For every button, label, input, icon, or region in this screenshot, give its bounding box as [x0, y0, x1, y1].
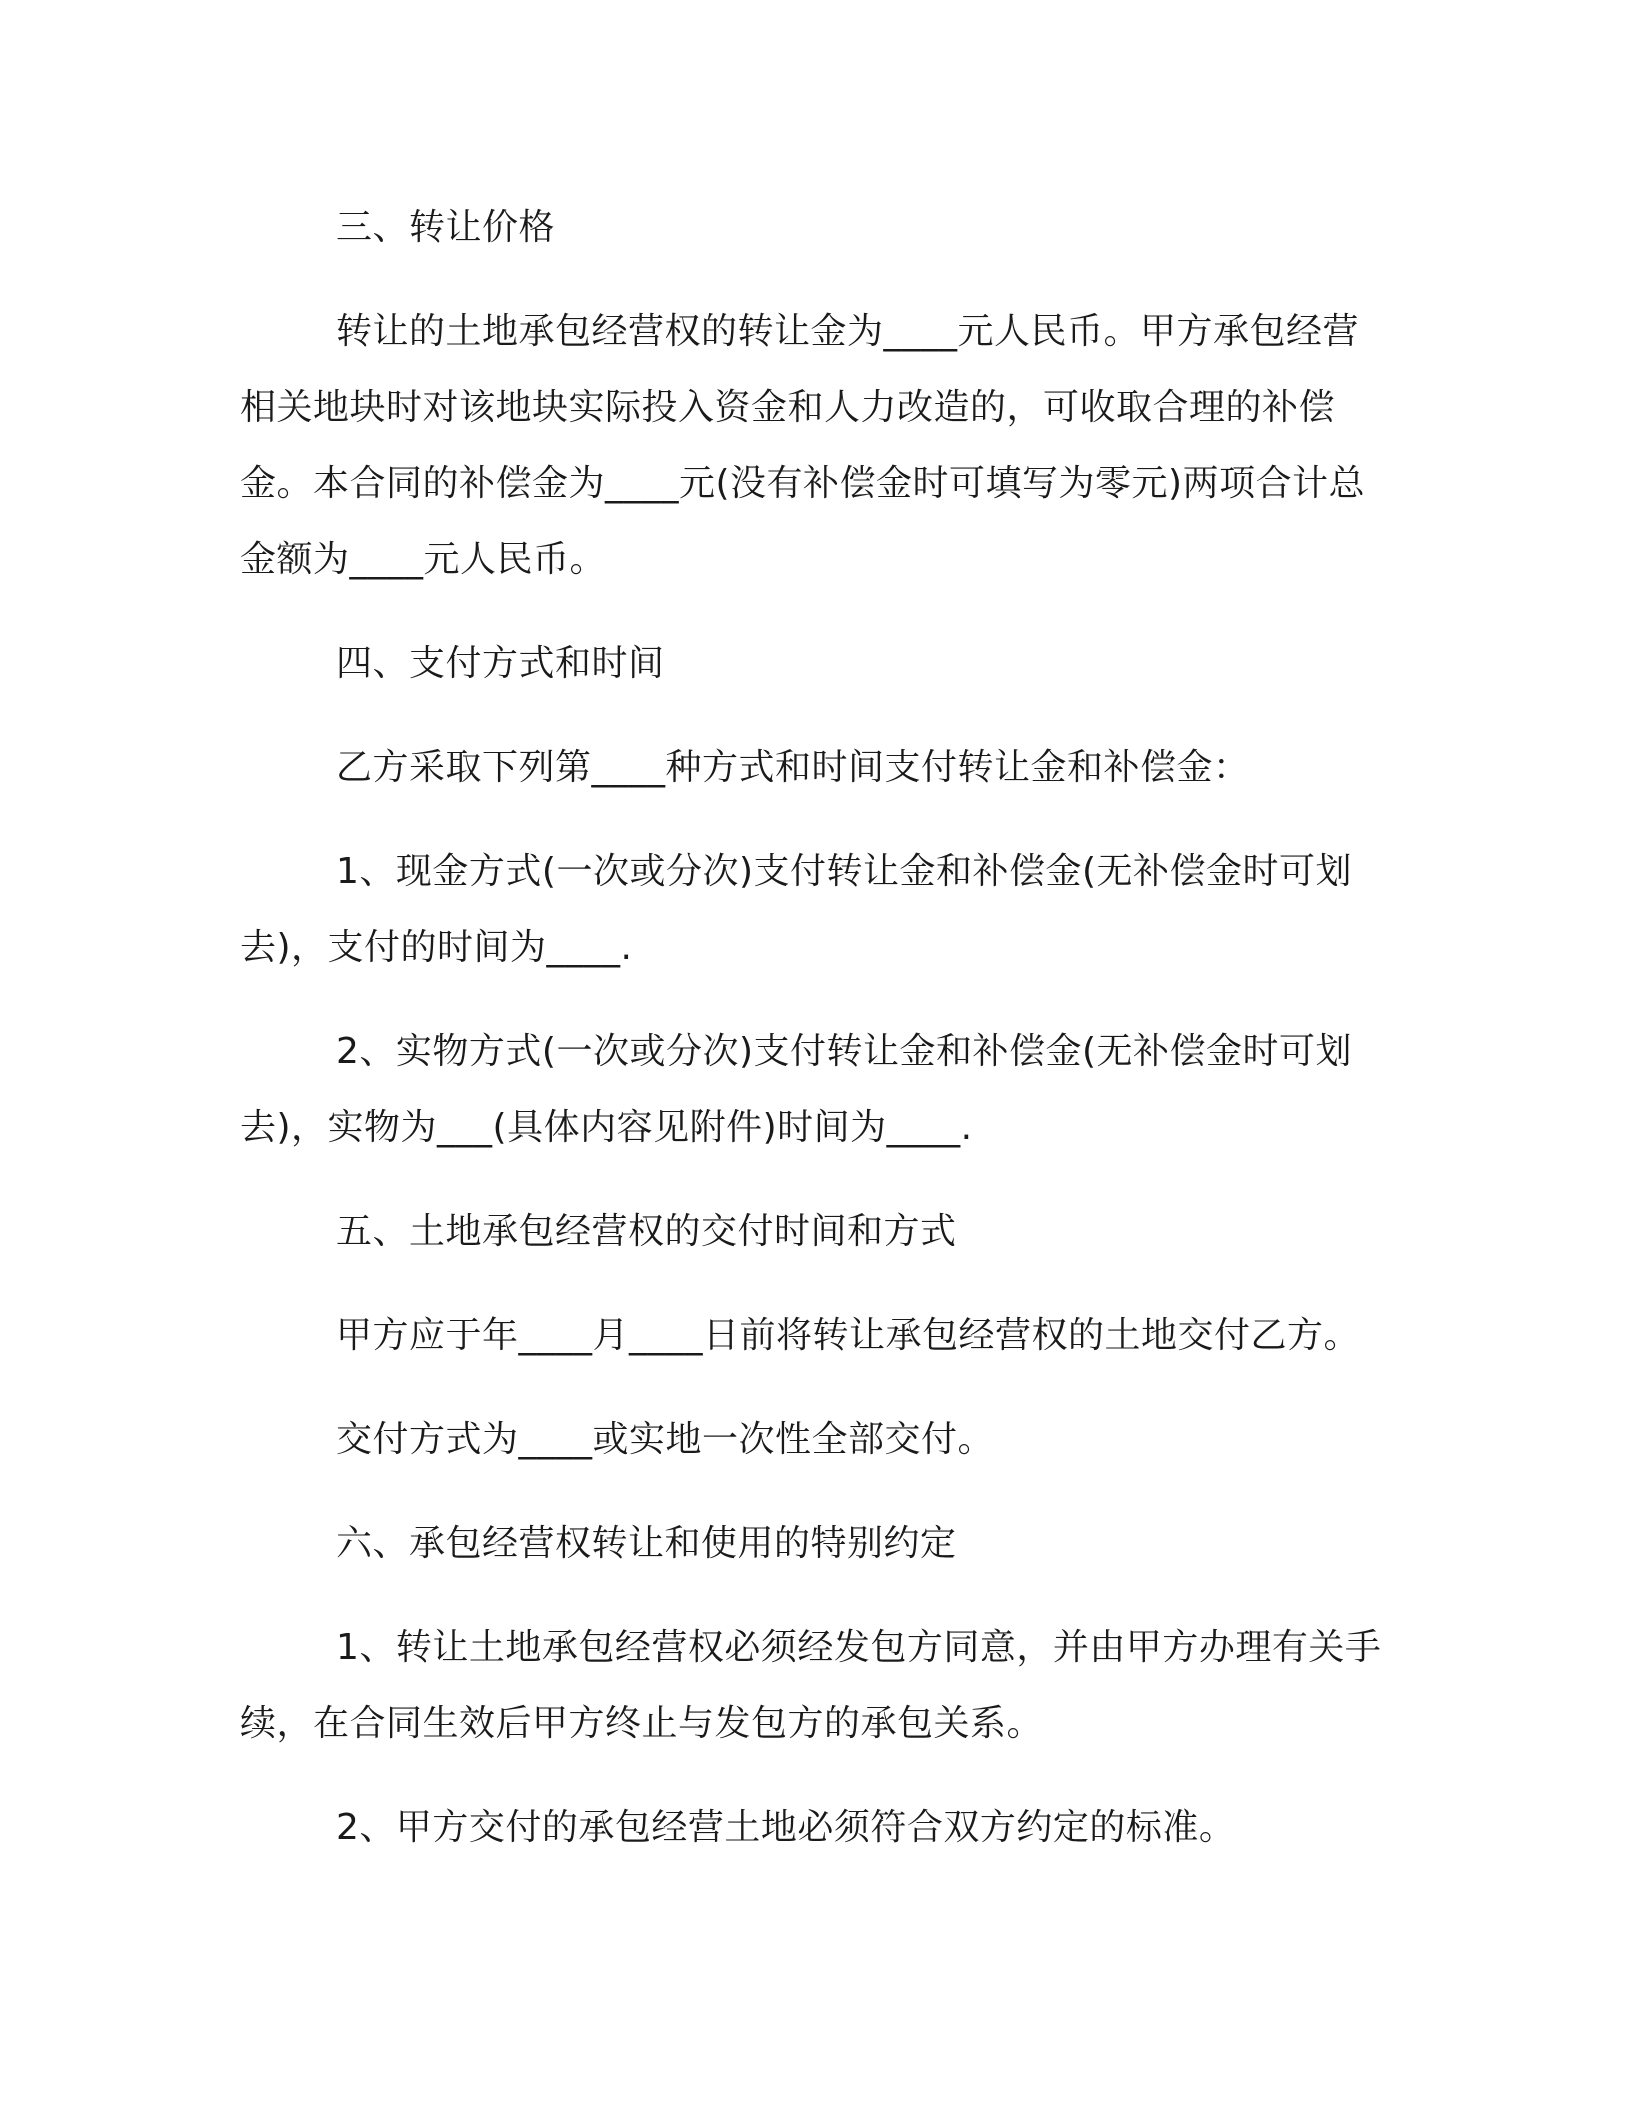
- document-body: [240, 190, 1390, 1866]
- section-heading-payment: 四、支付方式和时间: [336, 643, 665, 684]
- paragraph-payment-goods: 2、实物方式(一次或分次)支付转让金和补偿金(无补偿金时可划去)，实物为___(具体内容见附件)时间为____.: [240, 1031, 1353, 1148]
- section-heading-special-terms: 六、承包经营权转让和使用的特别约定: [336, 1523, 957, 1564]
- paragraph-special-term-1: 1、转让土地承包经营权必须经发包方同意，并由甲方办理有关手续，在合同生效后甲方终止与发包方的承包关系。: [240, 1627, 1382, 1744]
- section-heading-delivery: 五、土地承包经营权的交付时间和方式: [336, 1211, 957, 1252]
- paragraph-delivery-method: 交付方式为____或实地一次性全部交付。: [336, 1419, 995, 1460]
- paragraph-delivery-date: 甲方应于年____月____日前将转让承包经营权的土地交付乙方。: [336, 1315, 1361, 1356]
- paragraph-price-details: 转让的土地承包经营权的转让金为____元人民币。甲方承包经营相关地块时对该地块实际投入资金和人力改造的，可收取合理的补偿金。本合同的补偿金为____元(没有补偿金时可填写为零元)两项合计总金额为____元人民币。: [240, 311, 1366, 580]
- paragraph-payment-choice: 乙方采取下列第____种方式和时间支付转让金和补偿金：: [336, 747, 1250, 788]
- section-heading-price: 三、转让价格: [336, 207, 556, 248]
- paragraph-payment-cash: 1、现金方式(一次或分次)支付转让金和补偿金(无补偿金时可划去)，支付的时间为____.: [240, 851, 1353, 968]
- paragraph-special-term-2: 2、甲方交付的承包经营土地必须符合双方约定的标准。: [336, 1807, 1236, 1848]
